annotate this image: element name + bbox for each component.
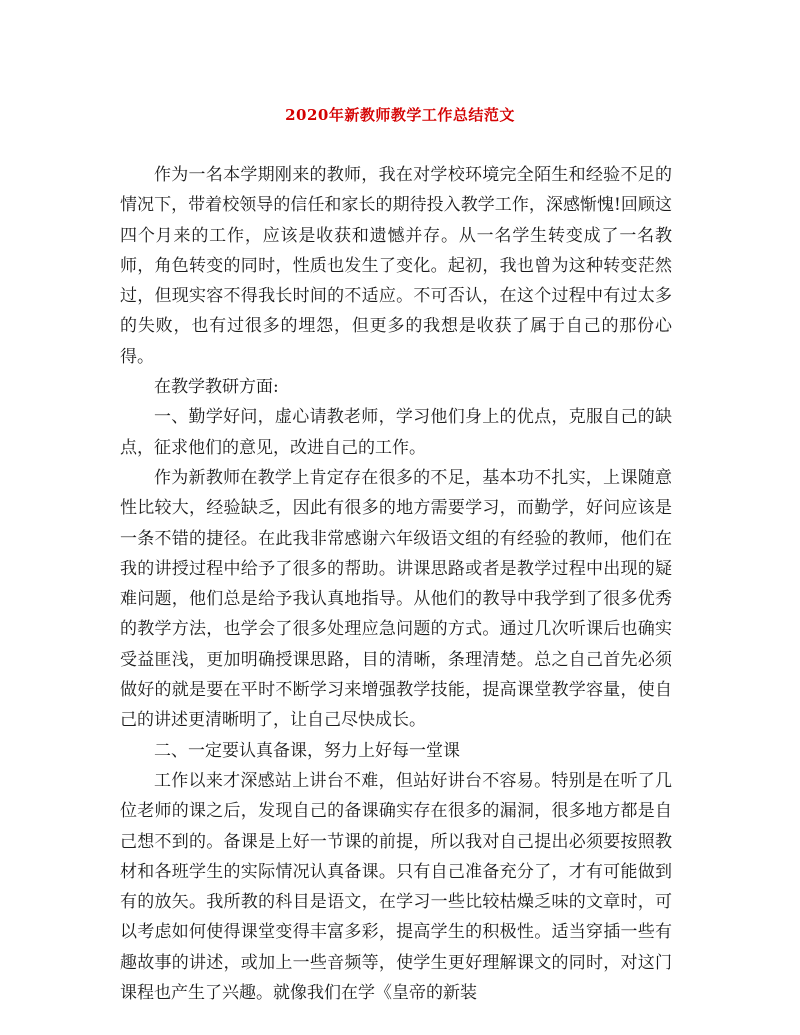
paragraph-point-two: 工作以来才深感站上讲台不难，但站好讲台不容易。特别是在听了几位老师的课之后，发现自己的备课确实存在很多的漏洞，很多地方都是自己想不到的。备课是上好一节课的前提，所以我对自己提出必须要按照教材和各班学生的实际情况认真备课。只有自己准备充分了，才有可能做到有的放矢。我所教的科目是语文，在学习一些比较枯燥乏味的文章时，可以考虑如何使得课堂变得丰富多彩，提高学生的积极性。适当穿插一些有趣故事的讲述，或加上一些音频等，使学生更好理解课文的同时，对这门课程也产生了兴趣。就像我们在学《皇帝的新装 [120, 770, 672, 1004]
point-two-heading: 二、一定要认真备课，努力上好每一堂课 [154, 740, 460, 761]
paragraph-intro: 作为一名本学期刚来的教师，我在对学校环境完全陌生和经验不足的情况下，带着校领导的信任和家长的期待投入教学工作，深感惭愧!回顾这四个月来的工作，应该是收获和遗憾并存。从一名学生转变成了一名教师，角色转变的同时，性质也发生了变化。起初，我也曾为这种转变茫然过，但现实容不得我长时间的不适应。不可否认，在这个过程中有过太多的失败，也有过很多的埋怨，但更多的我想是收获了属于自己的那份心得。 [120, 165, 672, 367]
section-heading-teaching-research: 在教学教研方面: [154, 377, 279, 398]
document-body [120, 160, 672, 1008]
paragraph-point-one: 作为新教师在教学上肯定存在很多的不足，基本功不扎实，上课随意性比较大，经验缺乏，因此有很多的地方需要学习，而勤学，好问应该是一条不错的捷径。在此我非常感谢六年级语文组的有经验的教师，他们在我的讲授过程中给予了很多的帮助。讲课思路或者是教学过程中出现的疑难问题，他们总是给予我认真地指导。从他们的教导中我学到了很多优秀的教学方法，也学会了很多处理应急问题的方式。通过几次听课后也确实受益匪浅，更加明确授课思路，目的清晰，条理清楚。总之自己首先必须做好的就是要在平时不断学习来增强教学技能，提高课堂教学容量，使自己的讲述更清晰明了，让自己尽快成长。 [120, 467, 672, 731]
document-title: 2020年新教师教学工作总结范文 [285, 106, 515, 124]
point-one-heading: 一、勤学好问，虚心请教老师，学习他们身上的优点，克服自己的缺点，征求他们的意见，改进自己的工作。 [120, 407, 672, 458]
